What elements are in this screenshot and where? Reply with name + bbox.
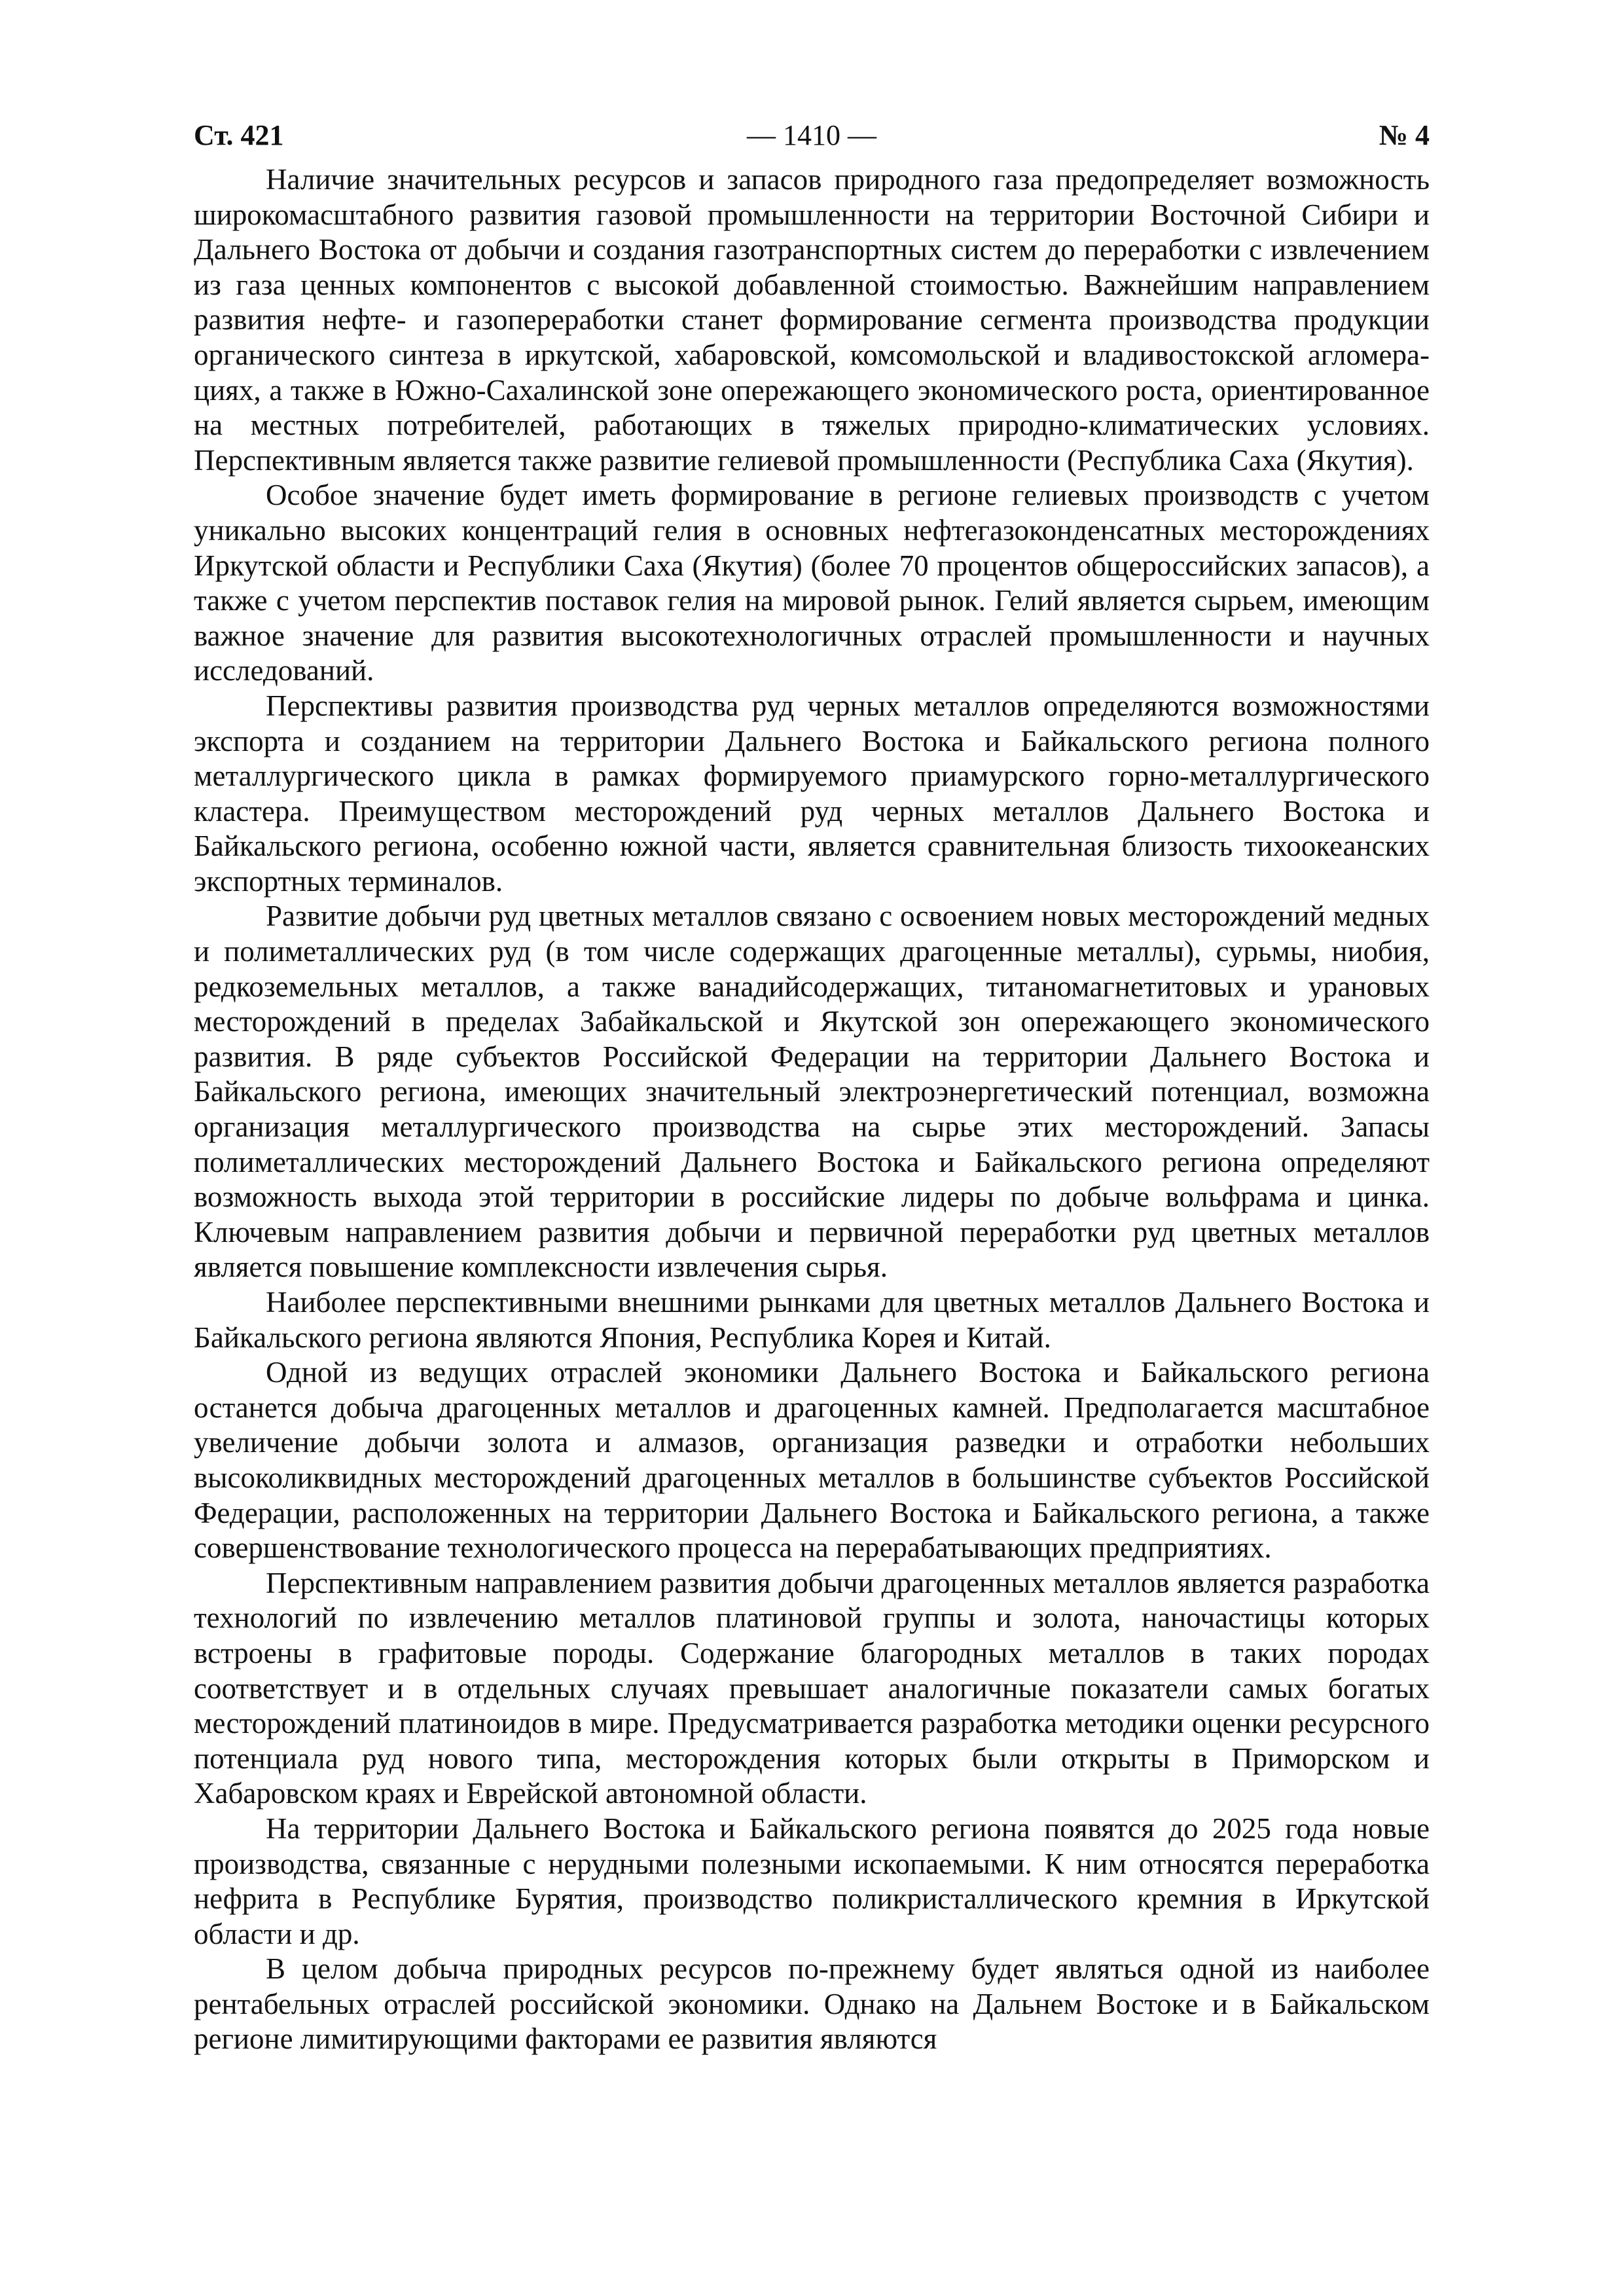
paragraph-precious-metals: Одной из ведущих отраслей экономики Дальнего Востока и Байкальского региона останется добыча драгоценных металлов и драгоценных камней. Предполагается масштабное увеличение добычи золота и алмазов, организация разведки и отработки небольших высоколиквидных месторождений драгоценных металлов в большинстве субъектов Российской Федерации, расположенных на территории Дальнего Востока и Байкальского региона, а также совершенствование технологического процесса на перерабатывающих предприятиях. (194, 1356, 1430, 1565)
running-header (194, 113, 1430, 158)
paragraph-helium: Особое значение будет иметь формирование в регионе гелиевых производств с учетом уникально высоких концентраций гелия в основных нефтегазоконденсатных месторождениях Иркутской области и Республики Саха (Якутия) (более 70 процентов общероссийских запасов), а также с учетом перспектив поставок гелия на мировой рынок. Гелий является сырьем, имеющим важное значение для развития высокотехнологичных отраслей промышленности и научных исследований. (194, 479, 1430, 687)
issue-number: № 4 (1379, 119, 1430, 151)
paragraph-export-markets: Наиболее перспективными внешними рынками для цветных металлов Дальнего Востока и Байкальского региона являются Япония, Республика Корея и Китай. (194, 1286, 1430, 1354)
page-number: — 1410 — (747, 119, 876, 151)
article-number: Ст. 421 (194, 119, 284, 151)
paragraph-platinum-technologies: Перспективным направлением развития добычи драгоценных металлов является разработка технологий по извлечению металлов платиновой группы и золота, наночастицы которых встроены в графитовые породы. Содержание благородных металлов в таких породах соответствует и в отдельных случаях превышает аналогичные показатели самых богатых месторождений платиноидов в мире. Предусматривается разработка методики оценки ресурсного потенциала руд нового типа, месторождения которых были открыты в Приморском и Хабаровском краях и Еврейской автономной области. (194, 1566, 1430, 1810)
paragraph-nonmetallic-minerals: На территории Дальнего Востока и Байкальского региона появятся до 2025 года новые производства, связанные с нерудными полезными ископаемыми. К ним относятся переработка нефрита в Республике Бурятия, производство поликристаллического кремния в Иркутской области и др. (194, 1812, 1430, 1950)
paragraph-nonferrous-metals: Развитие добычи руд цветных металлов связано с освоением новых месторождений медных и полиметаллических руд (в том числе содержащих драгоценные металлы), сурьмы, ниобия, редкоземельных металлов, а также ванадийсодержащих, титаномагнетитовых и урановых месторождений в пределах Забайкальской и Якутской зон опережающего экономического развития. В ряде субъектов Российской Федерации на территории Дальнего Востока и Байкальского региона, имеющих значительный электроэнергетический потенциал, возможна организация металлургического производства на сырье этих месторождений. Запасы полиметаллических месторождений Дальнего Востока и Байкальского региона определяют возможность выхода этой территории в российские лидеры по добыче вольфрама и цинка. Ключевым направлением развития добычи и первичной переработки руд цветных металлов является повышение комплексности извлечения сырья. (194, 900, 1430, 1284)
paragraph-ferrous-metals: Перспективы развития производства руд черных металлов определяются возможностями экспорта и созданием на территории Дальнего Востока и Байкальского региона полного металлургического цикла в рамках формируемого приамурского горно-металлургического кластера. Преимуществом месторождений руд черных металлов Дальнего Востока и Байкальского региона, особенно южной части, является сравнительная близость тихоокеанских экспортных терминалов. (194, 689, 1430, 898)
body-text (194, 162, 1430, 2057)
paragraph-conclusion: В целом добыча природных ресурсов по-прежнему будет являться одной из наиболее рентабельных отраслей российской экономики. Однако на Дальнем Востоке и в Байкальском регионе лимитирующими факторами ее развития являются (194, 1952, 1430, 2056)
document-page (194, 113, 1430, 2057)
paragraph-natural-gas: Наличие значительных ресурсов и запасов природного газа предопределяет возможность широкомасштабного развития газовой промышленности на территории Восточной Сибири и Дальнего Востока от добычи и создания газотранспортных систем до переработки с извлечением из газа ценных компонентов с высокой добавленной стоимостью. Важнейшим направлением развития нефте- и газопереработки станет формирование сегмента производства продукции органического синтеза в иркутской, хабаровской, комсомольской и владивостокской агломерациях, а также в Южно-Сахалинской зоне опережающего экономического роста, ориентированное на местных потребителей, работающих в тяжелых природно-климатических условиях. Перспективным является также развитие гелиевой промышленности (Республика Саха (Якутия). (194, 163, 1430, 477)
